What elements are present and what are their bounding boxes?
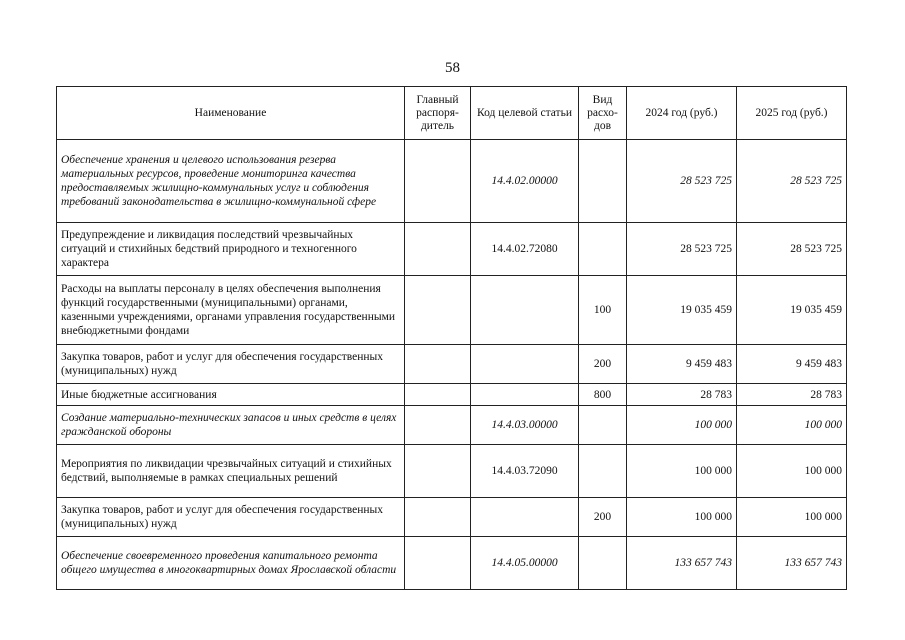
cell-main-manager xyxy=(405,345,471,384)
cell-target-code: 14.4.03.72090 xyxy=(471,445,579,498)
cell-main-manager xyxy=(405,384,471,406)
cell-name: Создание материально-технических запасов и иных средств в целях гражданской обороны xyxy=(57,406,405,445)
cell-amount-2025: 28 783 xyxy=(737,384,847,406)
cell-amount-2024: 9 459 483 xyxy=(627,345,737,384)
cell-expense-type: 800 xyxy=(579,384,627,406)
cell-name: Мероприятия по ликвидации чрезвычайных ситуаций и стихийных бедствий, выполняемые в рамках специальных решений xyxy=(57,445,405,498)
cell-amount-2025: 100 000 xyxy=(737,498,847,537)
table-row xyxy=(57,140,847,223)
cell-target-code xyxy=(471,384,579,406)
cell-name: Расходы на выплаты персоналу в целях обеспечения выполнения функций государственными (муниципальными) органами, казенными учреждениями, органами управления государственными внебюджетными фондами xyxy=(57,276,405,345)
cell-expense-type xyxy=(579,445,627,498)
cell-main-manager xyxy=(405,140,471,223)
cell-name: Иные бюджетные ассигнования xyxy=(57,384,405,406)
cell-amount-2024: 19 035 459 xyxy=(627,276,737,345)
table-header-row xyxy=(57,87,847,140)
cell-amount-2025: 100 000 xyxy=(737,445,847,498)
cell-amount-2024: 100 000 xyxy=(627,498,737,537)
cell-amount-2024: 100 000 xyxy=(627,406,737,445)
header-expense-type: Вид расхо-дов xyxy=(579,87,627,140)
cell-name: Обеспечение своевременного проведения капитального ремонта общего имущества в многоквартирных домах Ярославской области xyxy=(57,537,405,590)
cell-expense-type: 100 xyxy=(579,276,627,345)
cell-main-manager xyxy=(405,276,471,345)
cell-expense-type xyxy=(579,406,627,445)
cell-target-code xyxy=(471,498,579,537)
header-year-2025: 2025 год (руб.) xyxy=(737,87,847,140)
cell-target-code: 14.4.03.00000 xyxy=(471,406,579,445)
budget-table xyxy=(56,86,847,590)
cell-name: Закупка товаров, работ и услуг для обеспечения государственных (муниципальных) нужд xyxy=(57,498,405,537)
header-name: Наименование xyxy=(57,87,405,140)
cell-amount-2024: 100 000 xyxy=(627,445,737,498)
cell-name: Предупреждение и ликвидация последствий чрезвычайных ситуаций и стихийных бедствий природного и техногенного характера xyxy=(57,223,405,276)
cell-main-manager xyxy=(405,223,471,276)
cell-amount-2025: 9 459 483 xyxy=(737,345,847,384)
cell-expense-type xyxy=(579,140,627,223)
cell-main-manager xyxy=(405,498,471,537)
header-year-2024: 2024 год (руб.) xyxy=(627,87,737,140)
cell-amount-2024: 28 783 xyxy=(627,384,737,406)
cell-amount-2025: 100 000 xyxy=(737,406,847,445)
cell-target-code: 14.4.02.72080 xyxy=(471,223,579,276)
cell-name: Закупка товаров, работ и услуг для обеспечения государственных (муниципальных) нужд xyxy=(57,345,405,384)
table-row xyxy=(57,498,847,537)
header-target-code: Код целевой статьи xyxy=(471,87,579,140)
cell-target-code: 14.4.02.00000 xyxy=(471,140,579,223)
cell-amount-2024: 28 523 725 xyxy=(627,140,737,223)
table-row xyxy=(57,345,847,384)
cell-amount-2025: 28 523 725 xyxy=(737,223,847,276)
cell-expense-type: 200 xyxy=(579,345,627,384)
cell-main-manager xyxy=(405,445,471,498)
cell-amount-2025: 19 035 459 xyxy=(737,276,847,345)
cell-amount-2025: 133 657 743 xyxy=(737,537,847,590)
cell-name: Обеспечение хранения и целевого использования резерва материальных ресурсов, проведение мониторинга качества предоставляемых жилищно-коммунальных услуг и соблюдения требований законодательства в жилищно-коммунальной сфере xyxy=(57,140,405,223)
table-row xyxy=(57,384,847,406)
cell-expense-type xyxy=(579,223,627,276)
cell-main-manager xyxy=(405,537,471,590)
cell-expense-type xyxy=(579,537,627,590)
cell-amount-2025: 28 523 725 xyxy=(737,140,847,223)
cell-expense-type: 200 xyxy=(579,498,627,537)
table-row xyxy=(57,537,847,590)
table-row xyxy=(57,445,847,498)
cell-amount-2024: 133 657 743 xyxy=(627,537,737,590)
table-row xyxy=(57,406,847,445)
table-row xyxy=(57,223,847,276)
cell-main-manager xyxy=(405,406,471,445)
cell-target-code xyxy=(471,345,579,384)
cell-target-code xyxy=(471,276,579,345)
cell-target-code: 14.4.05.00000 xyxy=(471,537,579,590)
header-main-manager: Главный распоря-дитель xyxy=(405,87,471,140)
page-number: 58 xyxy=(445,60,460,76)
table-row xyxy=(57,276,847,345)
cell-amount-2024: 28 523 725 xyxy=(627,223,737,276)
